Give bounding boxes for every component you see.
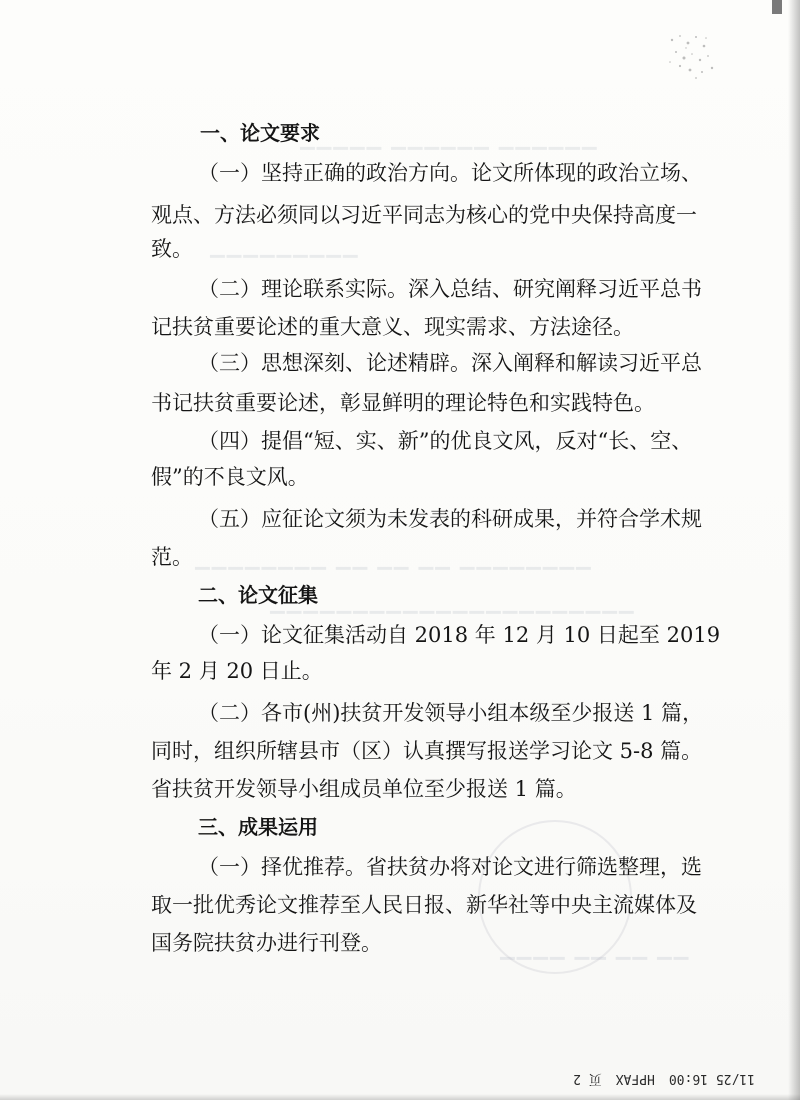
fax-header-footer (555, 1068, 755, 1090)
section-heading: 三、成果运用 (198, 815, 318, 839)
scan-edge-mark (772, 0, 782, 14)
text-line: 记扶贫重要论述的重大意义、现实需求、方法途径。 (151, 315, 634, 339)
text-line: （一）坚持正确的政治方向。论文所体现的政治立场、 (198, 161, 702, 185)
text-line: （二）理论联系实际。深入总结、研究阐释习近平总书 (198, 277, 702, 301)
text-line: 观点、方法必须同以习近平同志为核心的党中央保持高度一 (151, 203, 697, 227)
scan-edge-bottom (0, 1094, 800, 1100)
text-line: 假”的不良文风。 (151, 465, 309, 489)
text-line: 取一批优秀论文推荐至人民日报、新华社等中央主流媒体及 (151, 893, 697, 917)
text-line: 书记扶贫重要论述，彰显鲜明的理论特色和实践特色。 (151, 391, 655, 415)
text-line: 省扶贫开发领导小组成员单位至少报送 1 篇。 (151, 777, 577, 801)
text-line: 范。 (151, 545, 193, 569)
text-line: 同时，组织所辖县市（区）认真撰写报送学习论文 5-8 篇。 (151, 739, 703, 763)
section-heading: 二、论文征集 (198, 583, 318, 607)
text-line: （一）择优推荐。省扶贫办将对论文进行筛选整理，选 (198, 855, 702, 879)
text-line: （二）各市(州)扶贫开发领导小组本级至少报送 1 篇， (198, 701, 704, 725)
text-line: （五）应征论文须为未发表的科研成果，并符合学术规 (198, 507, 702, 531)
text-line: （四）提倡“短、实、新”的优良文风，反对“长、空、 (198, 429, 693, 453)
scan-noise-speckle (662, 28, 722, 88)
scan-edge-right (788, 0, 800, 1100)
section-heading: 一、论文要求 (200, 121, 320, 145)
text-line: 致。 (151, 237, 193, 261)
text-line: （一）论文征集活动自 2018 年 12 月 10 日起至 2019 (198, 623, 721, 647)
text-line: （三）思想深刻、论述精辟。深入阐释和解读习近平总 (198, 351, 702, 375)
fax-page-number: 页 2 (573, 1071, 602, 1086)
fax-datetime: 11/25 16:00 (668, 1071, 755, 1086)
text-line: 年 2 月 20 日止。 (151, 659, 323, 683)
scanned-page: ▁▁▁▁▁ ▁▁▁▁▁▁ ▁▁▁▁▁▁ ▁▁▁▁▁▁▁▁▁ ▁▁▁▁▁▁▁▁ ▁▁ ▁▁ ▁▁ ▁▁▁▁▁▁▁▁ ▁▁▁▁▁▁▁▁▁▁▁▁▁▁▁▁▁▁▁▁▁▁ ▁▁▁▁ ▁▁ ▁▁ ▁▁ 一、论文要求 （一）坚持正确的政治方向。论文所体现的政治立场、 观点、方法必须同以习近平同志为核心的党中央保持高度一 致。 （二）理论联系实际。深入总结、研究阐释习近平总书 记扶贫重要论述的重大意义、现实需求、方法途径。 （三）思想深刻、论述精辟。深入阐释和解读习近平总 书记扶贫重要论述，彰显鲜明的理论特色和实践特色。 （四）提倡“短、实、新”的优良文风，反对“长、空、 假”的不良文风。 （五）应征论文须为未发表的科研成果，并符合学术规 范。 二、论文征集 （一）论文征集活动自 2018 年 12 月 10 日起至 2019 年 2 月 20 日止。 （二）各市(州)扶贫开发领导小组本级至少报送 1 篇， 同时，组织所辖县市（区）认真撰写报送学习论文 5-8 篇。 省扶贫开发领导小组成员单位至少报送 1 篇。 三、成果运用 （一）择优推荐。省扶贫办将对论文进行筛选整理，选 取一批优秀论文推荐至人民日报、新华社等中央主流媒体及 国务院扶贫办进行刊登。 11/25 16:00HPFAX页 2 (0, 0, 800, 1100)
text-line: 国务院扶贫办进行刊登。 (151, 931, 382, 955)
fax-sender: HPFAX (615, 1071, 655, 1086)
